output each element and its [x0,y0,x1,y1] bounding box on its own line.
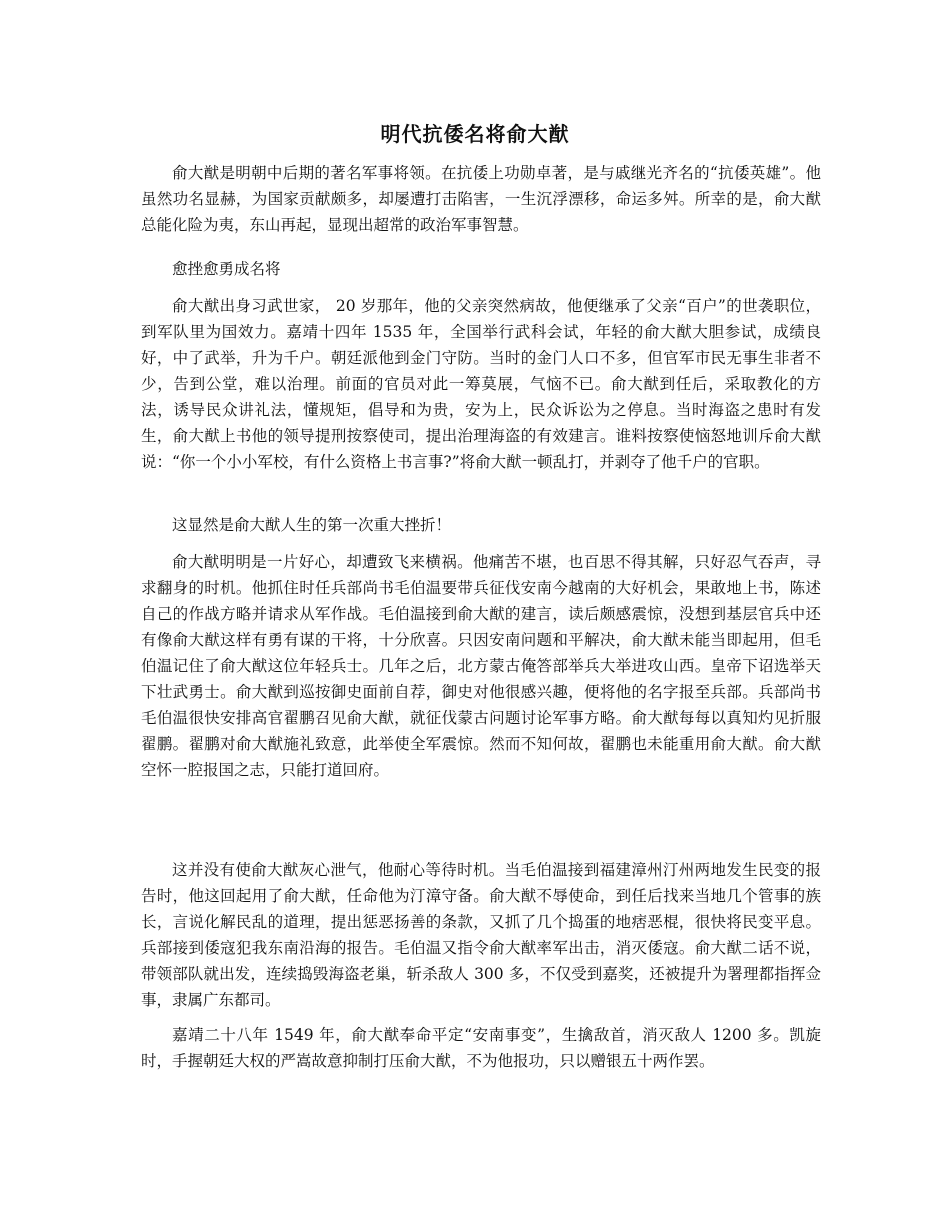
paragraph-perseverance: 这并没有使俞大猷灰心泄气，他耐心等待时机。当毛伯温接到福建漳州汀州两地发生民变的报告时，他这回起用了俞大猷，任命他为汀漳守备。俞大猷不辱使命，到任后找来当地几个管事的族长，言说化解民乱的道理，提出惩恶扬善的条款，又抓了几个捣蛋的地痞恶棍，很快将民变平息。兵部接到倭寇犯我东南沿海的报告。毛伯温又指令俞大猷率军出击，消灭倭寇。俞大猷二话不说，带领部队就出发，连续捣毁海盗老巢，斩杀敌人 300 多，不仅受到嘉奖，还被提升为署理都指挥佥事，隶属广东都司。 [141,861,821,1009]
section-heading: 愈挫愈勇成名将 [172,260,281,278]
section-statement: 这显然是俞大猷人生的第一次重大挫折！ [172,516,452,534]
paragraph-setback: 俞大猷明明是一片好心，却遭致飞来横祸。他痛苦不堪，也百思不得其解，只好忍气吞声，寻求翻身的时机。他抓住时任兵部尚书毛伯温要带兵征伐安南今越南的大好机会，果敢地上书，陈述自己的作战方略并请求从军作战。毛伯温接到俞大猷的建言，读后颇感震惊，没想到基层官兵中还有像俞大猷这样有勇有谋的干将，十分欣喜。只因安南问题和平解决，俞大猷未能当即起用，但毛伯温记住了俞大猷这位年轻兵士。几年之后，北方蒙古俺答部举兵大举进攻山西。皇帝下诏选举天下壮武勇士。俞大猷到巡按御史面前自荐，御史对他很感兴趣，便将他的名字报至兵部。兵部尚书毛伯温很快安排高官翟鹏召见俞大猷，就征伐蒙古问题讨论军事方略。俞大猷每每以真知灼见折服翟鹏。翟鹏对俞大猷施礼致意，此举使全军震惊。然而不知何故，翟鹏也未能重用俞大猷。俞大猷空怀一腔报国之志，只能打道回府。 [141,553,821,779]
paragraph-annam-incident: 嘉靖二十八年 1549 年，俞大猷奉命平定“安南事变”，生擒敌首，消灭敌人 1200 多。凯旋时，手握朝廷大权的严嵩故意抑制打压俞大猷，不为他报功，只以赠银五十两作罢。 [141,1026,821,1070]
document-title: 明代抗倭名将俞大猷 [380,122,570,146]
paragraph-intro: 俞大猷是明朝中后期的著名军事将领。在抗倭上功勋卓著，是与戚继光齐名的“抗倭英雄”。他虽然功名显赫，为国家贡献颇多，却屡遭打击陷害，一生沉浮漂移，命运多舛。所幸的是，俞大猷总能化险为夷，东山再起，显现出超常的政治军事智慧。 [141,164,821,234]
paragraph-early-career: 俞大猷出身习武世家， 20 岁那年，他的父亲突然病故，他便继承了父亲“百户”的世袭职位，到军队里为国效力。嘉靖十四年 1535 年，全国举行武科会试，年轻的俞大猷大胆参试，成绩良好，中了武举，升为千户。朝廷派他到金门守防。当时的金门人口不多，但官军市民无事生非者不少，告到公堂，难以治理。前面的官员对此一筹莫展，气恼不已。俞大猷到任后，采取教化的方法，诱导民众讲礼法，懂规矩，倡导和为贵，安为上，民众诉讼为之停息。当时海盗之患时有发生，俞大猷上书他的领导提刑按察使司，提出治理海盗的有效建言。谁料按察使恼怒地训斥俞大猷说：“你一个小小军校，有什么资格上书言事?”将俞大猷一顿乱打，并剥夺了他千户的官职。 [141,297,821,471]
